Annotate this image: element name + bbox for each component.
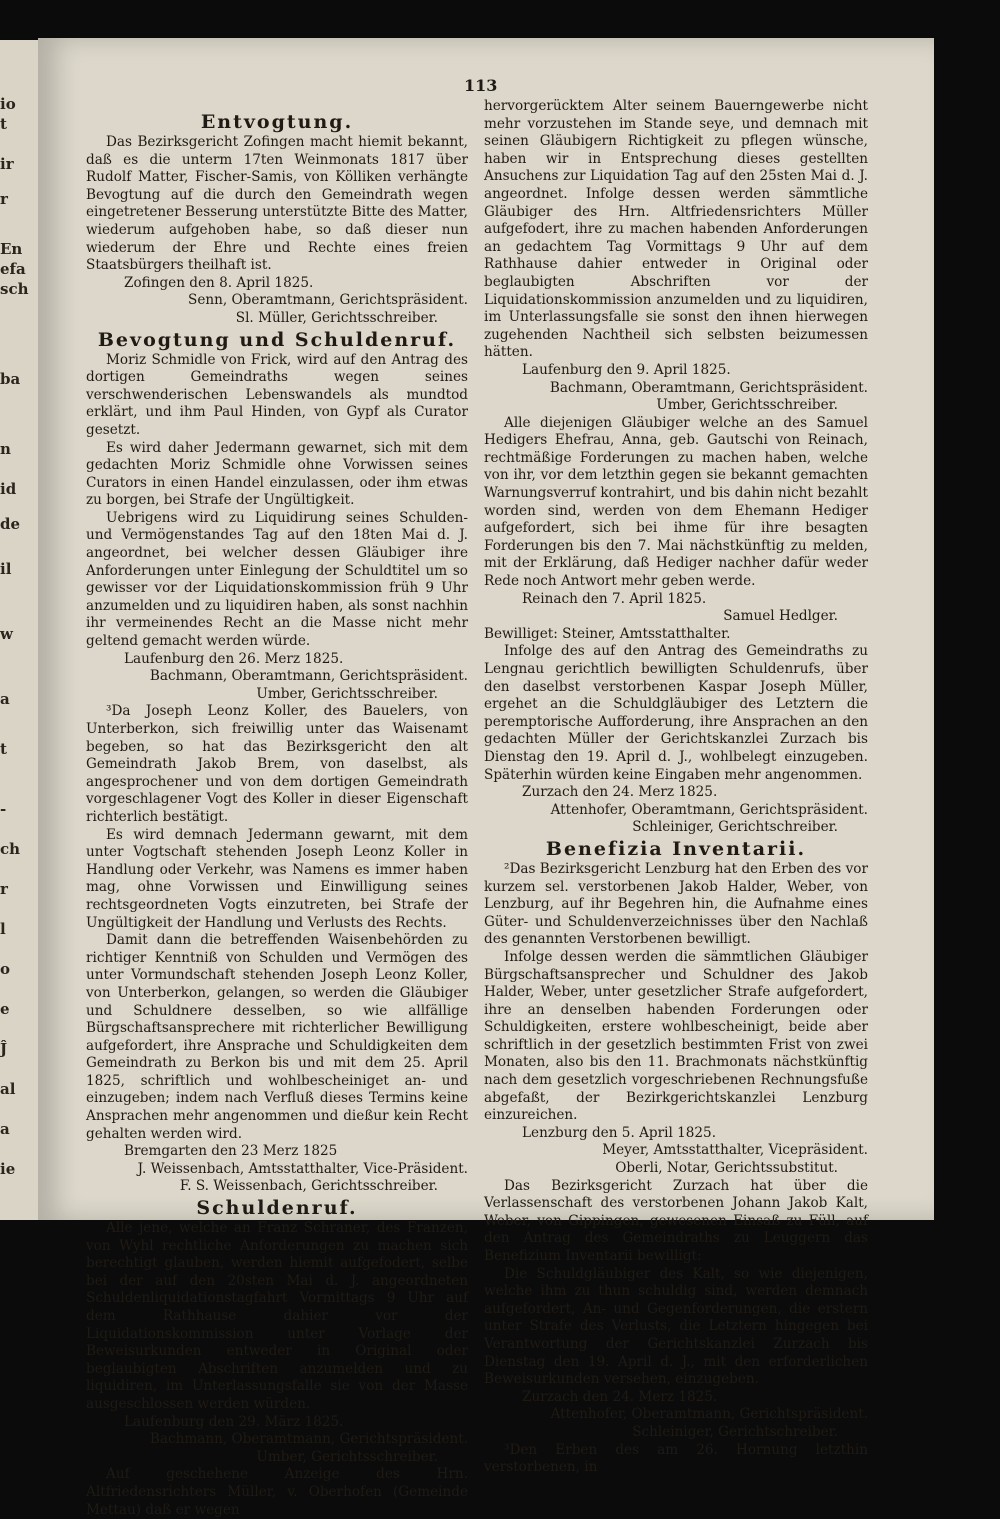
- notice-paragraph: Alle diejenigen Gläubiger welche an des Samuel Hedigers Ehefrau, Anna, geb. Gautschi von Reinach, rechtmäßige Forderungen zu machen haben, welche von ihr, vor dem letzthin gegen sie bekannt gemachten Warnungsverruf kontrahirt, und bis dahin nicht bezahlt worden sind, werden von dem Ehemann Hediger aufgefordert, sich bei ihme für ihre besagten Forderungen bis den 7. Mai nächstkünftig zu melden, mit der Erklärung, daß Hediger nachher dafür weder Rede noch Antwort mehr geben werde.: [484, 414, 868, 590]
- prev-page-fragment: id: [0, 480, 17, 498]
- notice-date: Bremgarten den 23 Merz 1825: [124, 1143, 338, 1160]
- heading-bevogtung: Bevogtung und Schuldenruf.: [97, 328, 457, 351]
- notice-paragraph: Es wird daher Jedermann gewarnet, sich mit dem gedachten Moriz Schmidle ohne Vorwissen seines Curators in einen Handel einzulassen, oder ihm etwas zu borgen, bei Strafe der Ungültigkeit.: [86, 439, 468, 509]
- signature: Samuel Hedlger.: [723, 608, 838, 625]
- notice-benefizia: [484, 837, 868, 1178]
- left-column: [86, 110, 468, 1519]
- notice-bevogtung: [86, 328, 468, 704]
- prev-page-fragment: t: [0, 740, 7, 758]
- notice-paragraph: hervorgerücktem Alter seinem Bauerngewerbe nicht mehr vorzustehen im Stande seye, und demnach mit seinen Gläubigern Richtigkeit zu pflegen wünsche, haben wir in Entsprechung dieses gestellten Ansuchens zur Liquidation Tag auf den 25sten Mai d. J. angeordnet. Infolge dessen werden sämmtliche Gläubiger des Hrn. Altfriedensrichters Müller aufgefodert, ihre zu machen habenden Anforderungen an gedachtem Tag Vormittags 9 Uhr auf dem Rathhause dahier entweder in Original oder beglaubigten Abschriften vor der Liquidationskommission anzumelden und zu liquidiren, im Unterlassungsfalle sie sonst den ihnen hierwegen zugehenden Nachtheil sich selbsten beizumessen hätten.: [484, 98, 868, 361]
- notice-paragraph: Uebrigens wird zu Liquidirung seines Schulden- und Vermögenstandes Tag auf den 18ten Mai d. J. angeordnet, bei welcher dessen Gläubiger ihre Anforderungen unter Einlegung der Schuldtitel um so gewisser vor der Liquidationskommission früh 9 Uhr anzumelden und zu liquidiren haben, als sonst nachhin ihr vermeinendes Recht an die Masse nicht mehr geltend gemacht werden würde.: [86, 509, 468, 650]
- prev-page-fragment: e: [0, 1000, 10, 1018]
- prev-page-fragment: w: [0, 625, 13, 643]
- prev-page-fragment: ch: [0, 840, 21, 858]
- prev-page-fragment: a: [0, 1120, 10, 1138]
- notice-paragraph: Infolge des auf den Antrag des Gemeindraths zu Lengnau gerichtlich bewilligten Schuldenrufs, über den daselbst verstorbenen Kaspar Joseph Müller, ergehet an die Schuldgläubiger des Letztern die peremptorische Aufforderung, ihre Ansprachen an den gedachten Müller der Gerichtskanzlei Zurzach bis Dienstag den 19. April d. J., wohlbelegt einzugeben. Späterhin würden keine Eingaben mehr angenommen.: [484, 643, 868, 783]
- notice-date: Laufenburg den 9. April 1825.: [522, 361, 731, 378]
- signature: Umber, Gerichtsschreiber.: [656, 397, 838, 414]
- prev-page-fragment: t: [0, 115, 7, 133]
- prev-page-fragment: efa: [0, 260, 26, 278]
- signature: Oberli, Notar, Gerichtssubstitut.: [615, 1160, 838, 1177]
- notice-paragraph: Alle jene, welche an Franz Schraner, des Franzen, von Wyhl rechtliche Anforderungen zu machen sich berechtigt glauben, werden hiemit aufgefodert, selbe bei der auf den 20sten Mai d. J. angeordneten Schuldenliquidationstagfahrt Vormittags 9 Uhr auf dem Rathhause dahier vor der Liquidationskommission unter Vorlage der Beweisurkunden entweder in Original oder beglaubigten Abschriften anzumelden und zu liquidiren, im Unterlassungsfalle sie von der Masse ausgeschlossen werden würden.: [86, 1220, 468, 1412]
- notice-date: Zurzach den 24. Merz 1825.: [522, 784, 718, 801]
- prev-page-fragment: ba: [0, 370, 21, 388]
- signature: Bachmann, Oberamtmann, Gerichtspräsident.: [549, 379, 868, 396]
- notice-entvogtung: [86, 110, 468, 328]
- prev-page-fragment: de: [0, 515, 21, 533]
- document-page: [38, 38, 934, 1518]
- notice-paragraph: Das Bezirksgericht Zurzach hat über die Verlassenschaft des verstorbenen Johann Jakob Kalt, Weber, von Gippingen, gewesenen Einsaß zu Füll, auf den Antrag des Gemeindraths zu Leuggern das Benefizium Inventarii bewilligt:: [484, 1177, 868, 1264]
- prev-page-fragment: ie: [0, 1160, 16, 1178]
- signature: Senn, Oberamtmann, Gerichtspräsident.: [188, 292, 468, 309]
- heading-schuldenruf: Schuldenruf.: [196, 1197, 358, 1220]
- approval-line: Bewilliget: Steiner, Amtsstatthalter.: [484, 625, 731, 642]
- prev-page-fragment: l: [0, 920, 6, 938]
- heading-benefizia: Benefizia Inventarii.: [545, 837, 807, 860]
- notice-paragraph: Damit dann die betreffenden Waisenbehörden zu richtiger Kenntniß von Schulden und Vermögen des unter Vormundschaft stehenden Joseph Leonz Koller, von Unterberkon, gelangen, so werden die Gläubiger und Schuldnere desselben, so wie allfällige Bürgschaftsansprechere mit richterlicher Bewilligung aufgefordert, ihre Ansprache und Schuldigkeiten dem Gemeindrath zu Berkon bis und mit dem 25. April 1825, schriftlich und wohlbescheiniget an- und einzugeben; indem nach Verfluß dieses Termins keine Ansprachen mehr angenommen und dießur kein Recht gehalten werden wird.: [86, 932, 468, 1142]
- notice-date: Laufenburg den 29. März 1825.: [124, 1413, 344, 1430]
- notice-paragraph: Die Schuldgläubiger des Kalt, so wie diejenigen, welche ihm zu thun schuldig sind, werden demnach aufgefordert, An- und Gegenforderungen, die erstern unter Strafe des Verlusts, die Letztern hingegen bei Verantwortung der Gerichtskanzlei Zurzach bis Dienstag den 19. April d. J., mit den erforderlichen Beweisurkunden versehen, einzugeben.: [484, 1265, 868, 1388]
- signature: Meyer, Amtsstatthalter, Vicepräsident.: [602, 1142, 868, 1159]
- signature: Schleiniger, Gerichtschreiber.: [632, 819, 838, 836]
- prev-page-fragment: o: [0, 960, 11, 978]
- previous-page-edge: [0, 40, 40, 1220]
- notice-erben: [484, 1442, 868, 1477]
- signature: Sl. Müller, Gerichtsschreiber.: [235, 309, 438, 326]
- prev-page-fragment: il: [0, 560, 12, 578]
- notice-paragraph: ²Das Bezirksgericht Lenzburg hat den Erben des vor kurzem sel. verstorbenen Jakob Halder, Weber, von Lenzburg, auf ihr Begehren hin, die Aufnahme eines Güter- und Schuldenverzeichnisses über den Nachlaß des genannten Verstorbenen bewilligt.: [484, 860, 868, 948]
- signature: Schleiniger, Gerichtschreiber.: [632, 1423, 838, 1440]
- notice-paragraph: Es wird demnach Jedermann gewarnt, mit dem unter Vogtschaft stehenden Joseph Leonz Koller in Handlung oder Verkehr, was Namens es immer haben mag, ohne Vorwissen und Einwilligung seines rechtsgeordneten Vogts einzutreten, bei Strafe der Ungültigkeit der Handlung und Verlusts des Rechts.: [86, 826, 468, 931]
- prev-page-fragment: En: [0, 240, 23, 258]
- notice-date: Zurzach den 24. Merz 1825.: [522, 1388, 718, 1405]
- signature: Umber, Gerichtsschreiber.: [256, 685, 438, 702]
- notice-paragraph: Auf geschehene Anzeige des Hrn. Altfriedensrichters Müller, v. Oberhofen (Gemeinde Mettau) daß er wegen: [86, 1466, 468, 1518]
- notice-paragraph: Infolge dessen werden die sämmtlichen Gläubiger Bürgschaftsansprecher und Schuldner des Jakob Halder, Weber, unter gesetzlicher Strafe aufgefordert, ihre an denselben habenden Forderungen oder Schuldigkeiten, erstere wohlbescheinigt, beide aber schriftlich in der gesetzlich bestimmten Frist von zwei Monaten, also bis den 11. Brachmonats nächstkünftig nach dem gesetzlich vorgeschriebenen Rechnungsfuße abgefaßt, der Bezirkgerichtskanzlei Lenzburg einzureichen.: [484, 948, 868, 1124]
- notice-date: Laufenburg den 26. Merz 1825.: [124, 650, 344, 667]
- notice-hediger: [484, 415, 868, 644]
- signature: F. S. Weissenbach, Gerichtsschreiber.: [179, 1178, 438, 1195]
- notice-paragraph: ³Da Joseph Leonz Koller, des Bauelers, von Unterberkon, sich freiwillig unter das Waisenamt begeben, so hat das Bezirksgericht den alt Gemeindrath Jakob Brem, von daselbst, als angesprochener und von dem dortigen Gemeindrath vorgeschlagener Vogt des Koller in dieser Eigenschaft richterlich bestätigt.: [86, 703, 468, 825]
- prev-page-fragment: io: [0, 95, 16, 113]
- signature: Attenhofer, Oberamtmann, Gerichtspräsident.: [550, 801, 868, 818]
- notice-schuldenruf: [86, 1196, 468, 1519]
- notice-mueller-lengnau: [484, 643, 868, 837]
- notice-date: Zofingen den 8. April 1825.: [124, 274, 314, 291]
- notice-date: Reinach den 7. April 1825.: [522, 590, 707, 607]
- notice-kalt: [484, 1178, 868, 1442]
- prev-page-fragment: r: [0, 880, 8, 898]
- notice-mueller-continued: [484, 98, 868, 415]
- notice-koller: [86, 703, 468, 1196]
- page-number: 113: [464, 76, 498, 95]
- prev-page-fragment: n: [0, 440, 11, 458]
- prev-page-fragment: ir: [0, 155, 14, 173]
- prev-page-fragment: -: [0, 800, 7, 818]
- signature: Bachmann, Oberamtmann, Gerichtspräsident.: [149, 1431, 468, 1448]
- notice-body: Das Bezirksgericht Zofingen macht hiemit bekannt, daß es die unterm 17ten Weinmonats 1817 über Rudolf Matter, Fischer-Samis, von Kölliken verhängte Bevogtung auf die durch den Gemeindrath wegen eingetretener Besserung unterstützte Bitte des Matter, wiederum aufgehoben habe, so daß dieser nun wiederum der Ehre und Rechte eines freien Staatsbürgers theilhaft ist.: [86, 134, 468, 274]
- prev-page-fragment: Ĵ: [0, 1040, 8, 1058]
- signature: Bachmann, Oberamtmann, Gerichtspräsident.: [149, 668, 468, 685]
- signature: Attenhofer, Oberamtmann, Gerichtspräsident.: [550, 1406, 868, 1423]
- prev-page-fragment: r: [0, 190, 8, 208]
- notice-date: Lenzburg den 5. April 1825.: [522, 1124, 717, 1141]
- notice-paragraph: ³Den Erben des am 26. Hornung letzthin verstorbenen, in: [484, 1441, 868, 1476]
- prev-page-fragment: a: [0, 690, 10, 708]
- signature: Umber, Gerichtsschreiber.: [256, 1448, 438, 1465]
- right-column: [484, 98, 868, 1477]
- prev-page-fragment: al: [0, 1080, 16, 1098]
- notice-paragraph: Moriz Schmidle von Frick, wird auf den Antrag des dortigen Gemeindraths wegen seines verschwenderischen Lebenswandels als mundtod erklärt, und ihm Paul Hinden, von Gypf als Curator gesetzt.: [86, 351, 468, 438]
- heading-entvogtung: Entvogtung.: [200, 111, 354, 133]
- prev-page-fragment: sch: [0, 280, 29, 298]
- signature: J. Weissenbach, Amtsstatthalter, Vice-Präsident.: [137, 1160, 468, 1177]
